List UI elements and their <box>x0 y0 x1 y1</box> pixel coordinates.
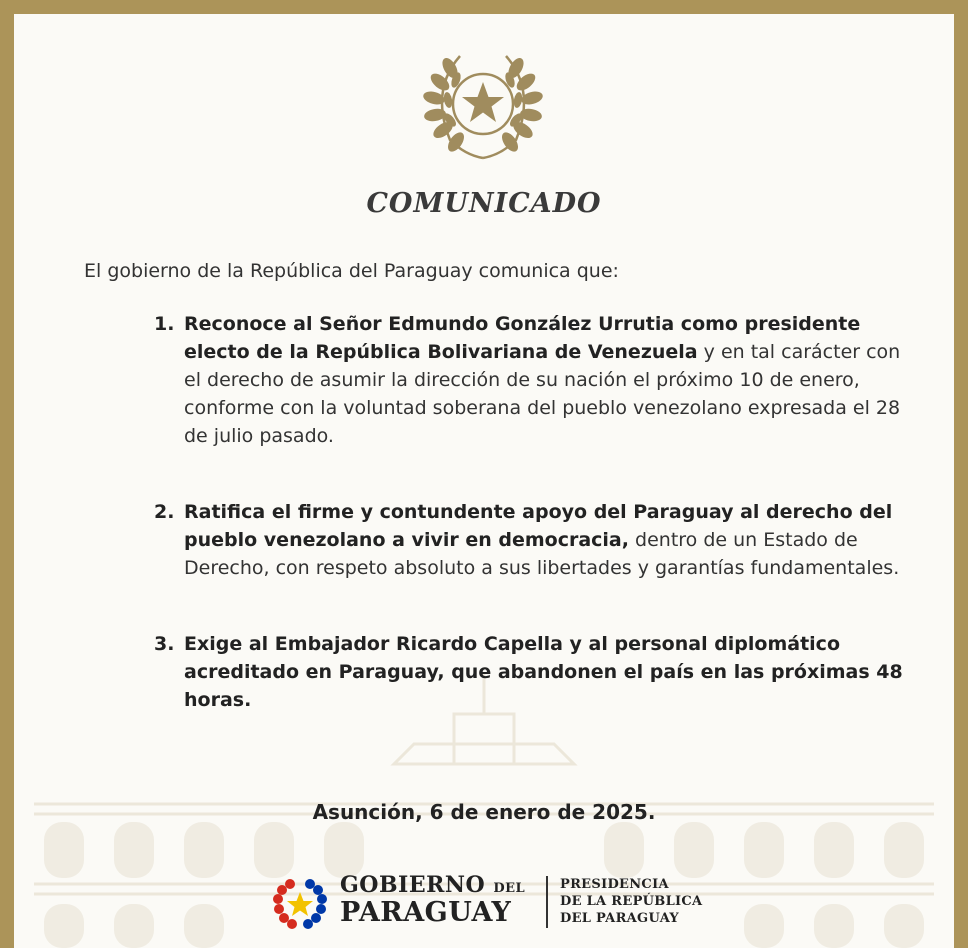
page-title: COMUNICADO <box>366 188 602 219</box>
list-item <box>154 498 904 582</box>
item-text: dentro de un Estado de Derecho, con respeto absoluto a sus libertades y garantías fundamentales. <box>184 529 900 579</box>
intro-text: El gobierno de la República del Paraguay comunica que: <box>84 260 619 282</box>
item-number: 2. <box>154 501 175 523</box>
laurel-star-seal-icon <box>420 40 546 166</box>
gobierno-word: GOBIERNO <box>340 872 486 898</box>
item-number: 1. <box>154 313 175 335</box>
item-body <box>154 498 904 582</box>
item-number: 3. <box>154 633 175 655</box>
presidencia-line: PRESIDENCIA <box>560 877 669 892</box>
presidencia-line: DEL PARAGUAY <box>560 911 680 926</box>
dateline: Asunción, 6 de enero de 2025. <box>312 800 656 824</box>
footer-logos <box>270 870 710 932</box>
gobierno-del: DEL <box>493 881 526 896</box>
item-bold-text: Exige al Embajador Ricardo Capella y al personal diplomático acreditado en Paraguay, que abandonen el país en las próximas 48 horas. <box>184 633 903 711</box>
item-body <box>154 310 904 450</box>
gobierno-logo-text <box>340 874 525 926</box>
item-text: y en tal carácter con el derecho de asumir la dirección de su nación el próximo 10 de enero, conforme con la voluntad soberana del pueblo venezolano expresada el 28 de julio pasado. <box>184 341 901 447</box>
presidencia-line: DE LA REPÚBLICA <box>560 894 703 909</box>
list-item <box>154 630 904 714</box>
item-bold-text: Reconoce al Señor Edmundo González Urrutia como presidente electo de la República Bolivariana de Venezuela <box>184 313 861 363</box>
list-item <box>154 310 904 450</box>
footer-divider <box>546 876 548 928</box>
item-body <box>154 630 904 714</box>
paraguay-flag-star-emblem-icon <box>270 872 330 932</box>
item-bold-text: Ratifica el firme y contundente apoyo del Paraguay al derecho del pueblo venezolano a vivir en democracia, <box>184 501 893 551</box>
presidencia-text <box>560 876 702 927</box>
paraguay-word: PARAGUAY <box>340 897 512 928</box>
document-sheet <box>14 14 954 948</box>
